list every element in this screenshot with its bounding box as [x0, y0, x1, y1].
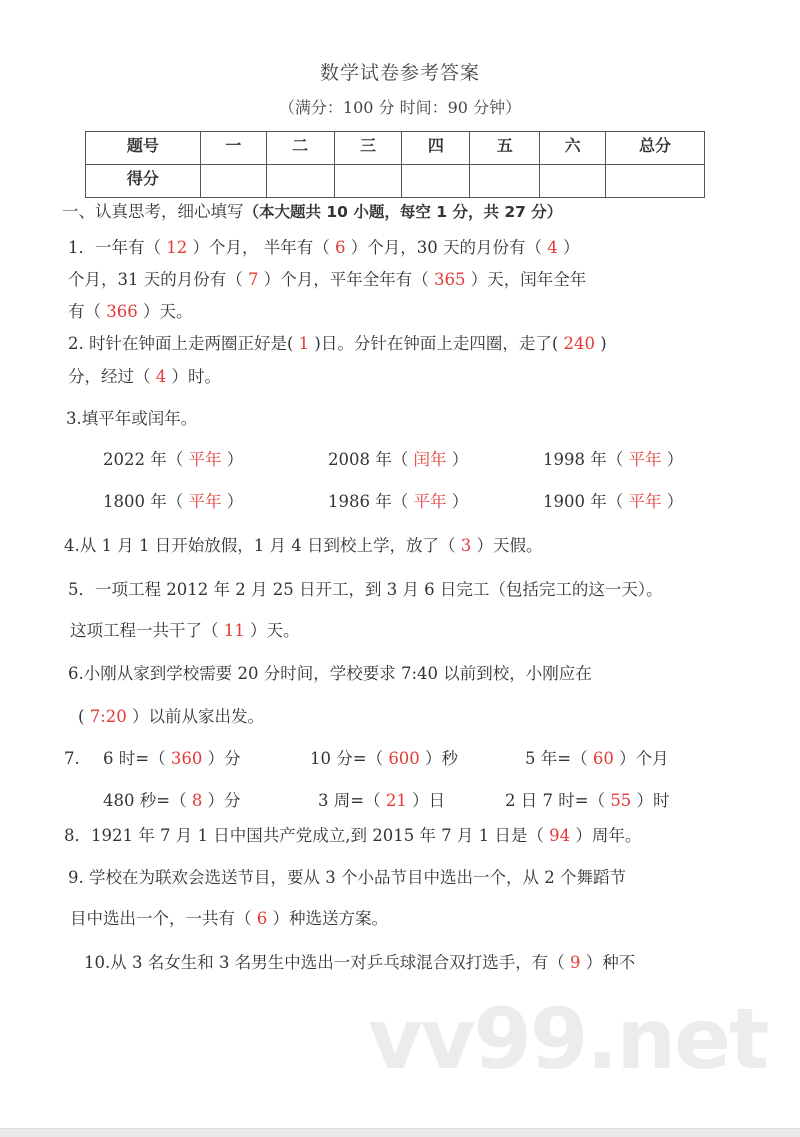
- question-text: 480 秒=（: [103, 791, 192, 810]
- question-text: ）天，闰年全年: [465, 270, 587, 289]
- question-item: [328, 491, 468, 513]
- question-text: ）种选送方案。: [267, 909, 388, 928]
- header-cell: 一: [200, 132, 266, 165]
- question-text: 6.小刚从家到学校需要 20 分时间，学校要求 7:40 以前到校，小刚应在: [68, 664, 592, 683]
- question-item: [328, 449, 468, 471]
- question-line: [68, 269, 586, 291]
- question-line: [68, 579, 663, 601]
- answer: 闰年: [413, 450, 447, 469]
- header-cell: 二: [266, 132, 334, 165]
- question-text: ）周年。: [570, 826, 642, 845]
- answer: 12: [166, 238, 188, 257]
- question-item: [103, 790, 241, 812]
- header-cell: 三: [334, 132, 402, 165]
- question-text: ）分: [202, 791, 241, 810]
- score-cell: [606, 165, 705, 198]
- question-text: 2. 时针在钟面上走两圈正好是(: [68, 334, 299, 353]
- answer: 1: [298, 334, 310, 353]
- question-item: [318, 790, 445, 812]
- question-text: ）个月: [613, 749, 669, 768]
- question-text: 个月，31 天的月份有（: [68, 270, 248, 289]
- question-text: ）天假。: [471, 536, 543, 555]
- question-line: [70, 908, 388, 930]
- question-item: [64, 748, 80, 770]
- question-text: ）: [221, 492, 244, 511]
- question-text: 10.从 3 名女生和 3 名男生中选出一对乒乓球混合双打选手，有（: [84, 953, 570, 972]
- question-text: ）: [661, 450, 684, 469]
- question-line: [68, 301, 193, 323]
- watermark: vv99.net: [368, 990, 768, 1088]
- answer: 60: [592, 749, 614, 768]
- page-title: 数学试卷参考答案: [319, 62, 480, 84]
- header-cell: 四: [402, 132, 470, 165]
- question-text: 1900 年（: [543, 492, 629, 511]
- question-text: 1800 年（: [103, 492, 189, 511]
- question-text: 这项工程一共干了（: [70, 621, 224, 640]
- section-heading: [62, 201, 562, 223]
- answer: 平年: [188, 450, 222, 469]
- answer: 平年: [628, 450, 662, 469]
- answer: 平年: [188, 492, 222, 511]
- question-text: ）: [221, 450, 244, 469]
- score-cell: [200, 165, 266, 198]
- question-line: [66, 408, 197, 430]
- header-cell: 总分: [606, 132, 705, 165]
- answer: 600: [388, 749, 420, 768]
- question-text: 3.填平年或闰年。: [66, 409, 198, 428]
- question-text: ）日: [406, 791, 446, 810]
- question-line: [64, 535, 542, 557]
- question-text: 1986 年（: [328, 492, 414, 511]
- question-line: [68, 237, 579, 259]
- question-text: 1998 年（: [543, 450, 629, 469]
- answer: 365: [434, 270, 466, 289]
- answer: 3: [460, 536, 472, 555]
- question-text: ）天。: [244, 621, 300, 640]
- question-item: [103, 491, 243, 513]
- question-line: [64, 825, 641, 847]
- score-table: [85, 131, 705, 198]
- question-text: ）以前从家出发。: [126, 707, 264, 726]
- question-text: 9. 学校在为联欢会选送节目，要从 3 个小品节目中选出一个，从 2 个舞蹈节: [68, 868, 626, 887]
- score-cell: [540, 165, 606, 198]
- score-table-score-row: [86, 165, 705, 198]
- question-text: ）个月，30 天的月份有（: [345, 238, 548, 257]
- answer: 55: [610, 791, 632, 810]
- question-text: ): [595, 334, 607, 353]
- question-text: )日。分针在钟面上走四圈，走了(: [309, 334, 564, 353]
- question-text: ）个月，平年全年有（: [258, 270, 434, 289]
- question-line: [78, 706, 264, 728]
- answer: 6: [335, 238, 346, 257]
- question-text: ）: [661, 492, 684, 511]
- question-text: ）: [446, 450, 469, 469]
- question-text: ）分: [202, 749, 241, 768]
- question-text: ）种不: [580, 953, 636, 972]
- question-item: [310, 748, 458, 770]
- question-text: 5 年=（: [525, 749, 593, 768]
- answer: 21: [385, 791, 407, 810]
- question-text: 8．1921 年 7 月 1 日中国共产党成立,到 2015 年 7 月 1 日是（: [64, 826, 550, 845]
- question-text: 目中选出一个，一共有（: [70, 909, 257, 928]
- question-text: 4.从 1 月 1 日开始放假，1 月 4 日到校上学，放了（: [64, 536, 461, 555]
- header-cell: 六: [540, 132, 606, 165]
- answer: 4: [547, 238, 558, 257]
- question-text: 10 分=（: [310, 749, 389, 768]
- answer: 9: [569, 953, 581, 972]
- question-text: ）: [446, 492, 469, 511]
- question-text: ）个月， 半年有（: [187, 238, 335, 257]
- question-text: 7.: [64, 749, 80, 768]
- answer: 7: [248, 270, 259, 289]
- question-line: [68, 366, 221, 388]
- header-cell: 五: [470, 132, 540, 165]
- question-line: [68, 333, 607, 355]
- score-cell: [470, 165, 540, 198]
- answer: 366: [106, 302, 138, 321]
- answer: 240: [563, 334, 596, 353]
- question-item: [103, 748, 241, 770]
- question-text: 3 周=（: [318, 791, 386, 810]
- section-title: 一、认真思考，细心填写: [62, 202, 244, 221]
- page-subtitle: （满分：100 分 时间：90 分钟）: [278, 98, 522, 117]
- score-cell: [266, 165, 334, 198]
- answer: 4: [155, 367, 167, 386]
- page-bottom-edge: [0, 1128, 800, 1137]
- header-cell: 题号: [86, 132, 201, 165]
- question-text: (: [78, 707, 90, 726]
- question-line: [84, 952, 635, 974]
- question-text: 有（: [68, 302, 107, 321]
- answer: 7:20: [89, 707, 127, 726]
- question-text: 5．一项工程 2012 年 2 月 25 日开工，到 3 月 6 日完工（包括完工的这一天）。: [68, 580, 663, 599]
- score-table-header-row: [86, 132, 705, 165]
- question-item: [543, 491, 683, 513]
- question-text: 分，经过（: [68, 367, 156, 386]
- question-text: ）天。: [137, 302, 193, 321]
- question-text: 2 日 7 时=（: [505, 791, 611, 810]
- question-text: 2008 年（: [328, 450, 414, 469]
- question-text: ）时。: [166, 367, 221, 386]
- answer: 8: [191, 791, 203, 810]
- question-item: [505, 790, 670, 812]
- question-text: ）: [557, 238, 580, 257]
- question-item: [543, 449, 683, 471]
- score-cell: [402, 165, 470, 198]
- answer: 360: [170, 749, 203, 768]
- question-text: 2022 年（: [103, 450, 189, 469]
- question-line: [68, 867, 626, 889]
- row-label: 得分: [86, 165, 201, 198]
- question-text: ）秒: [419, 749, 459, 768]
- question-text: 6 时=（: [103, 749, 171, 768]
- question-line: [70, 620, 300, 642]
- answer: 平年: [628, 492, 662, 511]
- section-note: （本大题共 10 小题，每空 1 分，共 27 分）: [243, 203, 563, 221]
- score-cell: [334, 165, 402, 198]
- question-text: 1．一年有（: [68, 238, 167, 257]
- answer: 6: [256, 909, 268, 928]
- answer: 94: [549, 826, 571, 845]
- question-line: [68, 663, 592, 685]
- question-item: [103, 449, 243, 471]
- question-text: ）时: [631, 791, 670, 810]
- question-item: [525, 748, 669, 770]
- answer: 11: [223, 621, 245, 640]
- answer: 平年: [413, 492, 447, 511]
